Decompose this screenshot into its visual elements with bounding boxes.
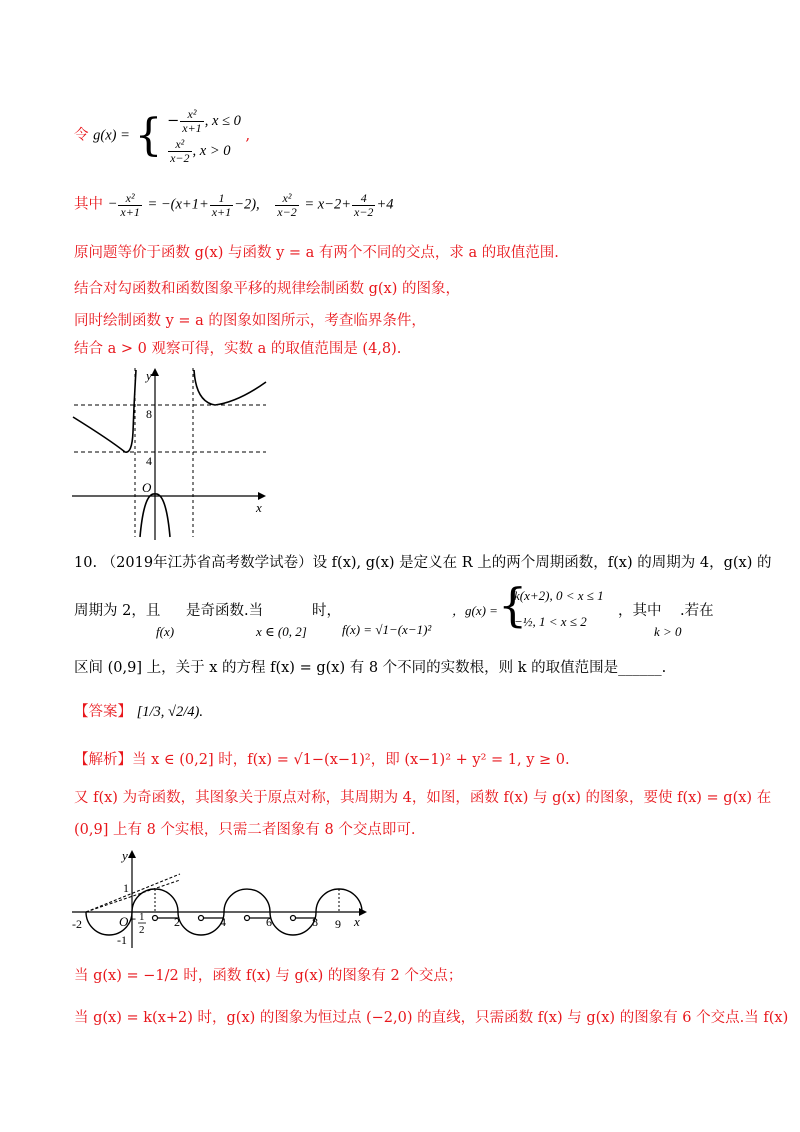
tick-label-9: 9 [335, 917, 341, 931]
half-den: 2 [139, 924, 145, 936]
problem10-fx-def: f(x) = √1−(x−1)² [342, 622, 432, 637]
tick-label-8: 8 [312, 915, 318, 929]
x-axis-label: x [354, 914, 360, 929]
y-axis-arrow-icon [151, 368, 159, 376]
tick-label-neg1: -1 [117, 933, 127, 947]
problem10-gx: ，g(x) = [452, 603, 498, 618]
origin-label: O [142, 480, 152, 495]
tick-label-2: 2 [174, 915, 180, 929]
problem10-line1: 10. （2019年江苏省高考数学试卷）设 f(x), g(x) 是定义在 R 上的两个周期函数，f(x) 的周期为 4，g(x) 的 [74, 555, 772, 571]
half-sign: - [132, 911, 136, 925]
case2-cond: , x > 0 [192, 143, 231, 160]
x-axis-arrow-icon [258, 492, 266, 500]
line2-expr-b: = x−2+ [304, 196, 351, 213]
expr-b-den: x−2 [354, 204, 374, 219]
analysis-line3: (0,9] 上有 8 个实根，只需二者图象有 8 个交点即可. [74, 822, 416, 838]
case1-cond: , x ≤ 0 [204, 113, 241, 130]
y-axis-label: y [146, 368, 152, 383]
curve-left-branch [73, 370, 136, 452]
text-line-3: 原问题等价于函数 g(x) 与函数 y = a 有两个不同的交点，求 a 的取值范围. [74, 245, 559, 261]
brace-icon: { [134, 110, 163, 162]
problem10-case1: k(x+2), 0 < x ≤ 1 [514, 588, 604, 603]
x-axis-label: x [256, 500, 262, 515]
def-lhs: g(x) = [93, 127, 130, 144]
text-line-4: 结合对勾函数和函数图象平移的规律绘制函数 g(x) 的图象， [74, 281, 460, 297]
tick-label-neg2: -2 [72, 917, 82, 931]
identity-line: 其中 − $\frac{\text{x²}}{x+1}$ = −(x+1+ $\frac{1}{x+1}$ −2), $\frac{\text{x²}}{x-2}$ = x−2+ $\frac{4}{x-2}$ +4 [74, 191, 394, 219]
cases: − $\frac{\text{x²}}{x+1}$ , x ≤ 0 $\frac{\text{x²}}{x-2}$ , x > 0 [167, 107, 241, 165]
expr-a-tail: −2), [234, 196, 260, 213]
analysis-text-1: 当 x ∈ (0,2] 时，f(x) = √1−(x−1)²，即 (x−1)² + y² = 1, y ≥ 0. [132, 752, 570, 768]
graph-periodic-functions [70, 846, 370, 951]
case1-den: x+1 [182, 120, 202, 135]
text-line-6: 结合 a > 0 观察可得，实数 a 的取值范围是 (4,8). [74, 341, 402, 357]
analysis-line1 [74, 752, 570, 769]
y-axis-label: y [122, 848, 128, 863]
tick-label-1: 1 [123, 881, 129, 895]
piecewise-definition [74, 108, 250, 164]
problem10-fx: f(x) [156, 624, 175, 639]
expr-a-num: 1 [210, 192, 233, 206]
tick-label-8: 8 [146, 407, 152, 421]
case2-den: x−2 [170, 150, 190, 165]
expr-b-tail: +4 [376, 196, 394, 213]
problem10-line2-b: 是奇函数.当 [186, 603, 264, 619]
problem10-line2-c: 时， [312, 603, 341, 619]
expr-b-num: 4 [352, 192, 375, 206]
tick-label-4: 4 [146, 454, 152, 468]
answer-value: [1/3, √2/4). [136, 704, 203, 720]
problem10-case2: −½, 1 < x ≤ 2 [514, 614, 587, 629]
answer-tag: 【答案】 [74, 704, 132, 720]
analysis-tag: 【解析】 [74, 752, 132, 768]
expr-a-den: x+1 [211, 204, 232, 219]
problem10-line3: 区间 (0,9] 上，关于 x 的方程 f(x) = g(x) 有 8 个不同的实数根，则 k 的取值范围是______. [74, 660, 667, 676]
line2-prefix: 其中 [74, 196, 103, 213]
y-axis-arrow-icon [128, 850, 136, 858]
text-line-5: 同时绘制函数 y = a 的图象如图所示，考查临界条件， [74, 313, 426, 329]
brace-icon: { [498, 578, 528, 632]
def-suffix: , [245, 127, 251, 144]
problem10-line2-e: .若在 [680, 603, 714, 619]
analysis-line5: 当 g(x) = k(x+2) 时，g(x) 的图象为恒过点 (−2,0) 的直线，只需函数 f(x) 与 g(x) 的图象有 6 个交点.当 f(x) [74, 1010, 789, 1026]
case2-num: x² [168, 138, 191, 152]
x-axis-arrow-icon [359, 908, 367, 916]
case1-num: x² [180, 108, 203, 122]
problem10-line2-a: 周期为 2，且 [74, 603, 161, 619]
analysis-line4: 当 g(x) = −1/2 时，函数 f(x) 与 g(x) 的图象有 2 个交点； [74, 968, 463, 984]
problem10-line2-d: ，其中 [618, 603, 662, 619]
curve-right-branch [194, 370, 266, 405]
tick-label-4: 4 [220, 915, 226, 929]
origin-label: O [119, 914, 129, 929]
tick-label-6: 6 [266, 915, 272, 929]
line2-expr-a: = −(x+1+ [147, 196, 209, 213]
problem10-k: k > 0 [654, 624, 682, 639]
problem10-interval: x ∈ (0, 2] [256, 624, 307, 639]
answer-line [74, 704, 203, 721]
half-num: 1 [139, 911, 145, 923]
graph-g-of-x [70, 362, 270, 542]
analysis-line2: 又 f(x) 为奇函数，其图象关于原点对称，其周期为 4，如图，函数 f(x) 与 g(x) 的图象，要使 f(x) = g(x) 在 [74, 790, 772, 806]
def-prefix: 令 [74, 127, 89, 144]
